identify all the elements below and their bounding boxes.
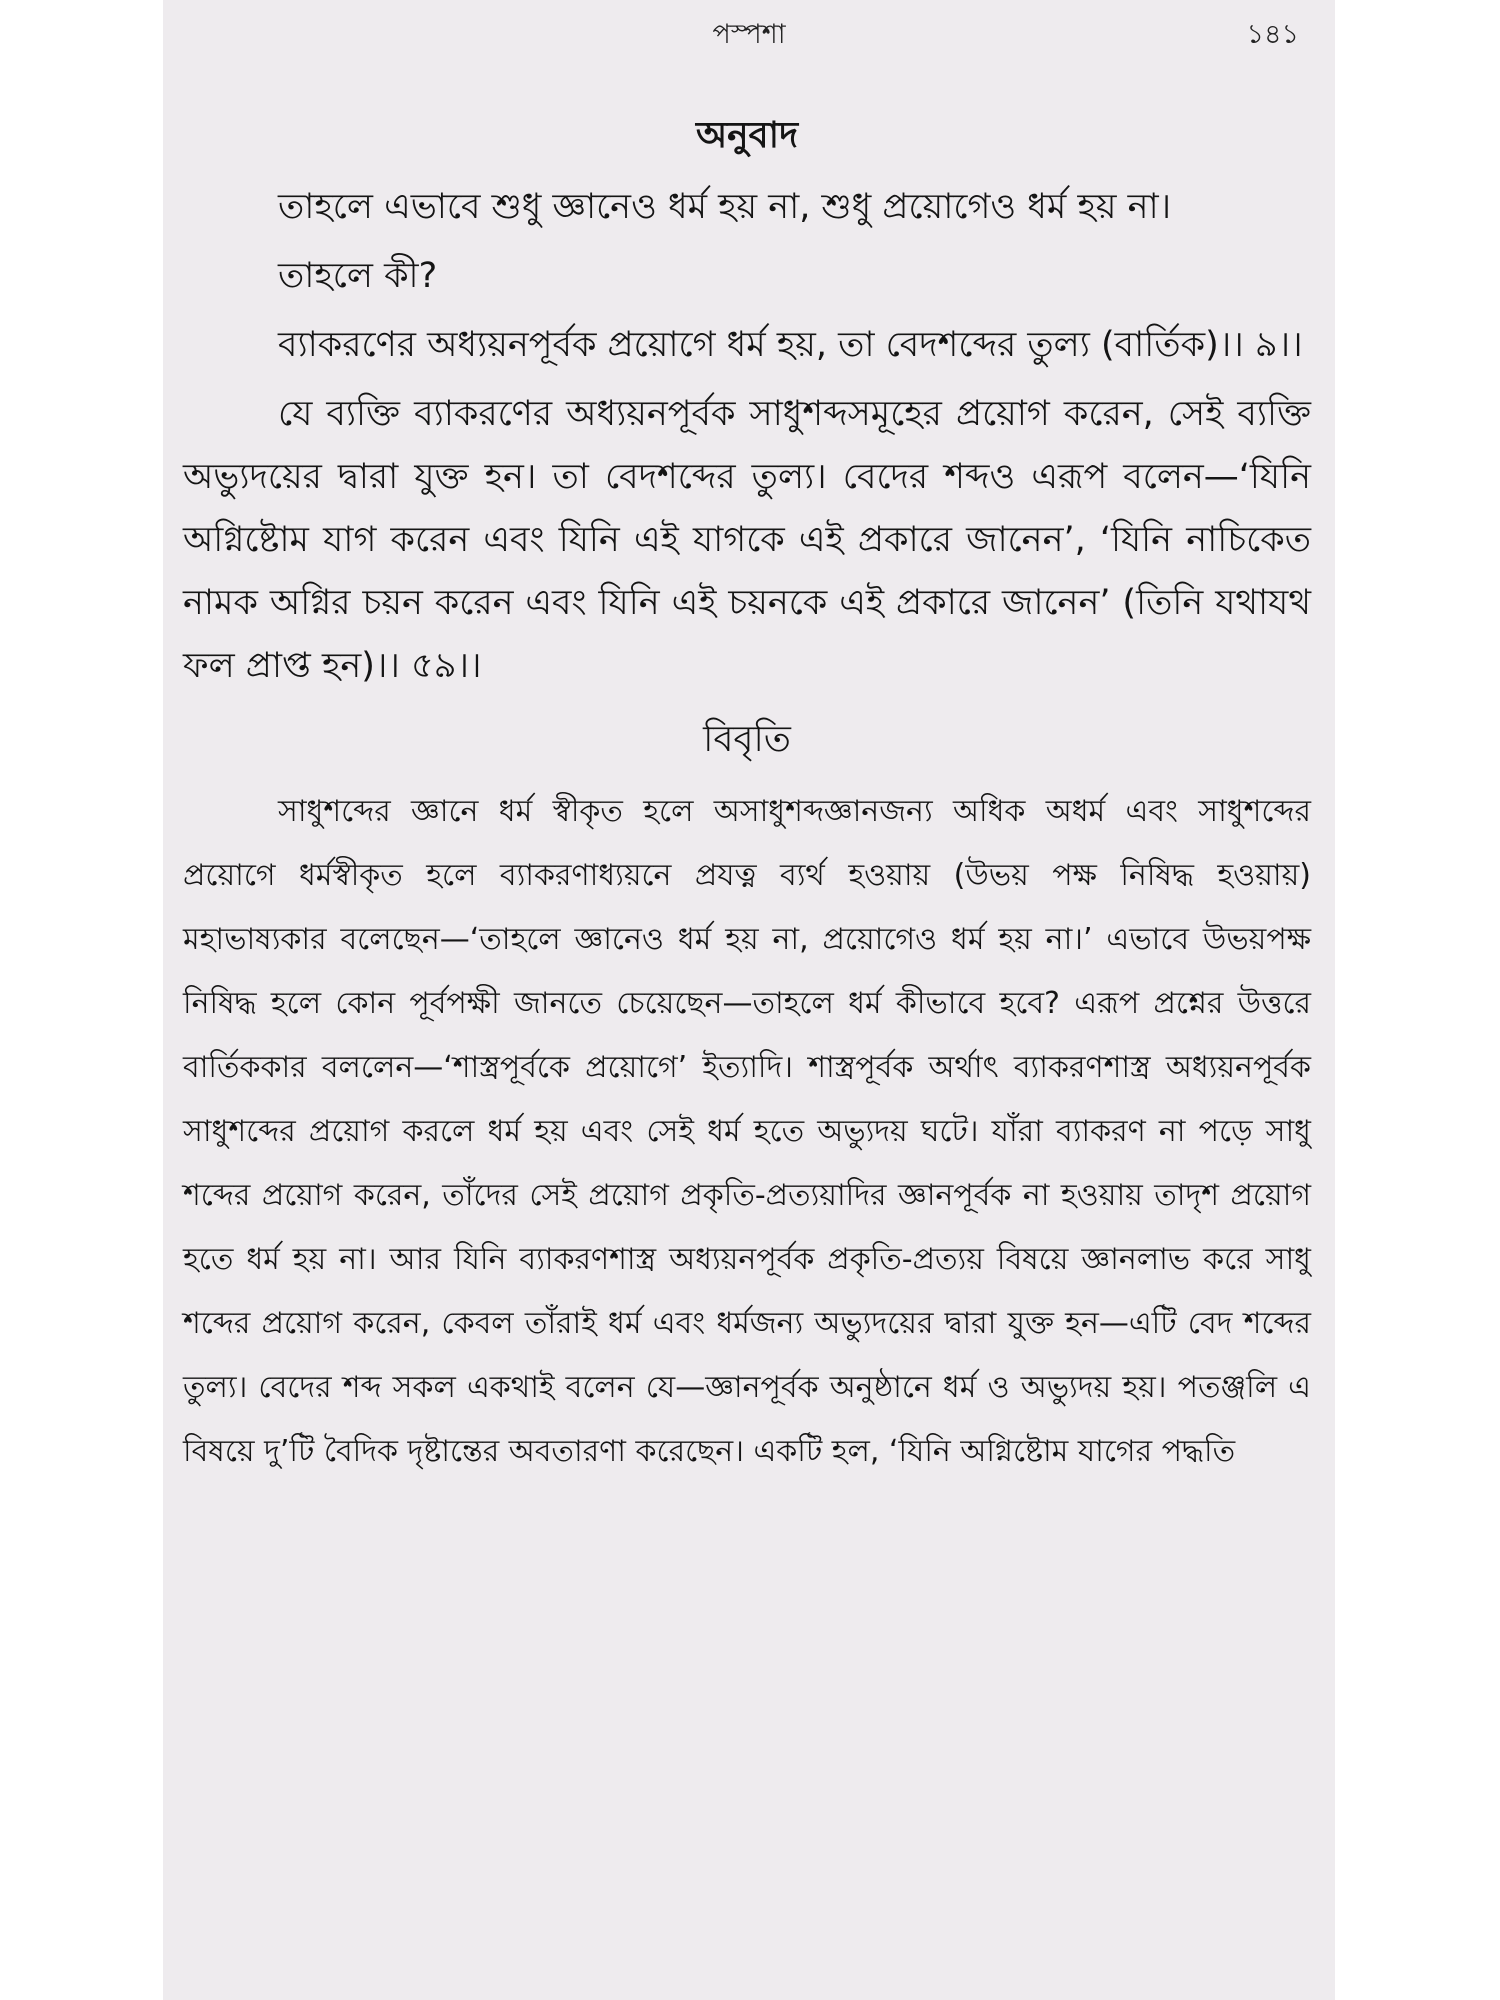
paragraph: তাহলে এভাবে শুধু জ্ঞানেও ধর্ম হয় না, শুধু প্রয়োগেও ধর্ম হয় না। [278,187,1172,227]
paragraph: ব্যাকরণের অধ্যয়নপূর্বক প্রয়োগে ধর্ম হয়, তা বেদশব্দের তুল্য (বার্তিক)।। ৯।। [278,325,1303,365]
paragraph: সাধুশব্দের জ্ঞানে ধর্ম স্বীকৃত হলে অসাধুশব্দজ্ঞানজন্য অধিক অধর্ম এবং সাধুশব্দের প্রয়োগে ধর্মস্বীকৃত হলে ব্যাকরণাধ্যয়নে প্রযত্ন ব্যর্থ হওয়ায় (উভয় পক্ষ নিষিদ্ধ হওয়ায়) মহাভাষ্যকার বলেছেন—‘তাহলে জ্ঞানেও ধর্ম হয় না, প্রয়োগেও ধর্ম হয় না।’ এভাবে উভয়পক্ষ নিষিদ্ধ হলে কোন পূর্বপক্ষী জানতে চেয়েছেন—তাহলে ধর্ম কীভাবে হবে? এরূপ প্রশ্নের উত্তরে বার্তিককার বললেন—‘শাস্ত্রপূর্বকে প্রয়োগে’ ইত্যাদি। শাস্ত্রপূর্বক অর্থাৎ ব্যাকরণশাস্ত্র অধ্যয়নপূর্বক সাধুশব্দের প্রয়োগ করলে ধর্ম হয় এবং সেই ধর্ম হতে অভ্যুদয় ঘটে। যাঁরা ব্যাকরণ না পড়ে সাধু শব্দের প্রয়োগ করেন, তাঁদের সেই প্রয়োগ প্রকৃতি-প্রত্যয়াদির জ্ঞানপূর্বক না হওয়ায় তাদৃশ প্রয়োগ হতে ধর্ম হয় না। আর যিনি ব্যাকরণশাস্ত্র অধ্যয়নপূর্বক প্রকৃতি-প্রত্যয় বিষয়ে জ্ঞানলাভ করে সাধু শব্দের প্রয়োগ করেন, কেবল তাঁরাই ধর্ম এবং ধর্মজন্য অভ্যুদয়ের দ্বারা যুক্ত হন—এটি বেদ শব্দের তুল্য। বেদের শব্দ সকল একথাই বলেন যে—জ্ঞানপূর্বক অনুষ্ঠানে ধর্ম ও অভ্যুদয় হয়। পতঞ্জলি এ বিষয়ে দু’টি বৈদিক দৃষ্টান্তের অবতারণা করেছেন। একটি হল, ‘যিনি অগ্নিষ্টোম যাগের পদ্ধতি [183,794,1311,1469]
page-body [183,110,1311,1484]
running-title: পস্পশা [712,19,786,50]
running-header [163,8,1335,48]
section-heading-commentary: বিবৃতি [703,719,791,760]
paragraph: তাহলে কী? [278,256,438,296]
section-heading-translation: অনুবাদ [695,115,799,156]
paragraph: যে ব্যক্তি ব্যাকরণের অধ্যয়নপূর্বক সাধুশব্দসমূহের প্রয়োগ করেন, সেই ব্যক্তি অভ্যুদয়ের দ্বারা যুক্ত হন। তা বেদশব্দের তুল্য। বেদের শব্দও এরূপ বলেন—‘যিনি অগ্নিষ্টোম যাগ করেন এবং যিনি এই যাগকে এই প্রকারে জানেন’, ‘যিনি নাচিকেত নামক অগ্নির চয়ন করেন এবং যিনি এই চয়নকে এই প্রকারে জানেন’ (তিনি যথাযথ ফল প্রাপ্ত হন)।। ৫৯।। [183,394,1311,686]
page-number: ১৪১ [1246,19,1299,50]
book-page [163,0,1335,2000]
